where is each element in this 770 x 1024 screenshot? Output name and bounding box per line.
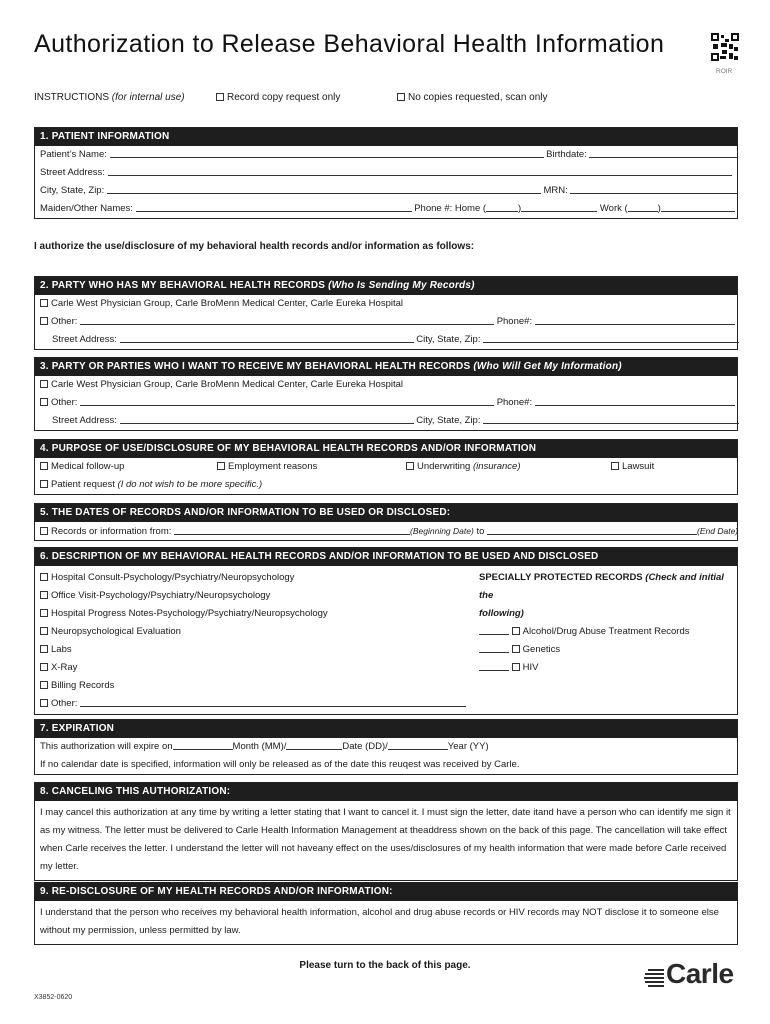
- checkbox[interactable]: [40, 462, 48, 470]
- carle-logo-icon: [644, 966, 666, 988]
- initial-field[interactable]: [479, 660, 509, 671]
- section-dates: [34, 503, 738, 541]
- year-label: Year (YY): [447, 741, 489, 752]
- phone-field[interactable]: [535, 395, 735, 406]
- checkbox[interactable]: [512, 645, 520, 653]
- checkbox[interactable]: [217, 462, 225, 470]
- redisclosure-text: I understand that the person who receives my behavioral health information, alcohol and drug abuse records or HIV records may NOT disclose it to someone else without my permission, unless permitted by law.: [40, 907, 719, 936]
- other-field[interactable]: [80, 314, 494, 325]
- section-heading: 1. PATIENT INFORMATION: [35, 128, 737, 146]
- street-field[interactable]: [120, 413, 414, 424]
- phone-home-field[interactable]: [521, 201, 597, 212]
- medical-followup-option[interactable]: Medical follow-up: [40, 458, 124, 476]
- initial-field[interactable]: [479, 642, 509, 653]
- checkbox[interactable]: [40, 645, 48, 653]
- checkbox[interactable]: [611, 462, 619, 470]
- patient-name-label: Patient’s Name:: [40, 149, 107, 160]
- record-type-item[interactable]: Hospital Progress Notes-Psychology/Psychiatry/Neuropsychology: [40, 605, 480, 623]
- section-heading: 3. PARTY OR PARTIES WHO I WANT TO RECEIVE MY BEHAVIORAL HEALTH RECORDS (Who Will Get My Information): [35, 358, 737, 376]
- checkbox[interactable]: [40, 681, 48, 689]
- checkbox[interactable]: [40, 380, 48, 388]
- to-label: to: [476, 526, 485, 537]
- section-heading: 7. EXPIRATION: [35, 720, 737, 738]
- employment-option[interactable]: Employment reasons: [217, 458, 317, 476]
- expire-label: This authorization will expire on: [40, 741, 173, 752]
- checkbox[interactable]: [40, 609, 48, 617]
- form-number: X3852-0620: [34, 994, 73, 1001]
- street-field[interactable]: [120, 332, 414, 343]
- special-record-item[interactable]: Alcohol/Drug Abuse Treatment Records: [479, 623, 734, 641]
- year-field[interactable]: [388, 739, 448, 750]
- city-label: City, State, Zip:: [416, 334, 481, 345]
- page-title: Authorization to Release Behavioral Health Information: [34, 30, 665, 58]
- checkbox[interactable]: [40, 299, 48, 307]
- section-redisclosure: [34, 882, 738, 945]
- phone-home-label: Phone #: Home (: [414, 203, 487, 214]
- checkbox[interactable]: [512, 663, 520, 671]
- phone-label: Phone#:: [496, 397, 533, 408]
- street-label: Street Address:: [40, 167, 105, 178]
- checkbox[interactable]: [216, 93, 224, 101]
- city-field[interactable]: [107, 183, 541, 194]
- section-expiration: [34, 719, 738, 775]
- date-field[interactable]: [286, 739, 342, 750]
- turn-page-note: Please turn to the back of this page.: [299, 960, 471, 971]
- lawsuit-option[interactable]: Lawsuit: [611, 458, 654, 476]
- checkbox[interactable]: [397, 93, 405, 101]
- patient-request-option[interactable]: Patient request (I do not wish to be more specific.): [35, 476, 737, 494]
- beginning-date-field[interactable]: [174, 524, 410, 535]
- section-description: [34, 547, 738, 715]
- special-record-item[interactable]: Genetics: [479, 641, 734, 659]
- birthdate-label: Birthdate:: [546, 149, 587, 160]
- other-label: Other:: [51, 397, 78, 408]
- checkbox[interactable]: [40, 480, 48, 488]
- phone-label: Phone#:: [496, 316, 533, 327]
- expiration-note: If no calendar date is specified, information will only be released as of the date this reuqest was received by Carle.: [40, 759, 520, 770]
- date-label: Date (DD)/: [342, 741, 388, 752]
- section-heading: 9. RE-DISCLOSURE OF MY HEALTH RECORDS AND/OR INFORMATION:: [35, 883, 737, 901]
- end-date-field[interactable]: [487, 524, 697, 535]
- no-copies-option[interactable]: No copies requested, scan only: [397, 92, 548, 103]
- phone-work-field[interactable]: [661, 201, 735, 212]
- section-sending-party: [34, 276, 738, 350]
- phone-home-area[interactable]: [486, 201, 518, 212]
- patient-name-field[interactable]: [110, 147, 544, 158]
- street-field[interactable]: [108, 165, 732, 176]
- checkbox[interactable]: [40, 663, 48, 671]
- section-canceling: [34, 782, 738, 881]
- phone-work-area[interactable]: [628, 201, 658, 212]
- checkbox[interactable]: [40, 317, 48, 325]
- month-field[interactable]: [173, 739, 233, 750]
- record-type-item[interactable]: X-Ray: [40, 659, 480, 677]
- birthdate-field[interactable]: [589, 147, 737, 158]
- other-label: Other:: [51, 316, 78, 327]
- phone-field[interactable]: [535, 314, 735, 325]
- other-field[interactable]: [80, 696, 466, 707]
- checkbox[interactable]: [40, 699, 48, 707]
- record-type-item[interactable]: Office Visit-Psychology/Psychiatry/Neuropsychology: [40, 587, 480, 605]
- maiden-label: Maiden/Other Names:: [40, 203, 133, 214]
- records-from-label: Records or information from:: [51, 526, 172, 537]
- city-label: City, State, Zip:: [416, 415, 481, 426]
- underwriting-option[interactable]: Underwriting (insurance): [406, 458, 521, 476]
- carle-option[interactable]: Carle West Physician Group, Carle BroMenn Medical Center, Carle Eureka Hospital: [35, 295, 737, 313]
- record-type-item[interactable]: Neuropsychological Evaluation: [40, 623, 480, 641]
- section-heading: 5. THE DATES OF RECORDS AND/OR INFORMATION TO BE USED OR DISCLOSED:: [35, 504, 737, 522]
- section-receiving-party: [34, 357, 738, 431]
- record-type-item[interactable]: Labs: [40, 641, 480, 659]
- canceling-text: I may cancel this authorization at any time by writing a letter stating that I want to cancel it. I must sign the letter, date itand have a person who can identify me sign it as my witness. The letter must be delivered to Carle Health Information Management at theaddress shown on the back of this page. The cancellation will take effect when Carle receives the letter. I understand the letter will not haveany effect on the uses/disclosures of my health information that were made before Carle received my letter.: [40, 807, 731, 872]
- city-label: City, State, Zip:: [40, 185, 105, 196]
- phone-work-label: Work (: [599, 203, 628, 214]
- instructions-label: INSTRUCTIONS (for internal use): [34, 92, 185, 103]
- city-field[interactable]: [483, 413, 739, 424]
- special-record-item[interactable]: HIV: [479, 659, 734, 677]
- checkbox[interactable]: [40, 627, 48, 635]
- section-heading: 4. PURPOSE OF USE/DISCLOSURE OF MY BEHAVIORAL HEALTH RECORDS AND/OR INFORMATION: [35, 440, 737, 458]
- checkbox[interactable]: [406, 462, 414, 470]
- checkbox[interactable]: [40, 573, 48, 581]
- qr-code-icon: [711, 33, 739, 61]
- record-type-list: [40, 569, 480, 713]
- section-patient-info: 1. PATIENT INFORMATION Patient’s Name: Birthdate: Street Address: City, State, Zip: MRN: Maiden/Other Names: Phone #: Home ( ) Work ( ): [34, 127, 738, 219]
- end-date-note: (End Date): [697, 526, 739, 536]
- maiden-field[interactable]: [136, 201, 412, 212]
- carle-option[interactable]: Carle West Physician Group, Carle BroMenn Medical Center, Carle Eureka Hospital: [35, 376, 737, 394]
- record-type-item[interactable]: Hospital Consult-Psychology/Psychiatry/Neuropsychology: [40, 569, 480, 587]
- form-code: ROIR: [716, 68, 733, 75]
- initial-field[interactable]: [479, 624, 509, 635]
- checkbox[interactable]: [40, 527, 48, 535]
- section-heading: 2. PARTY WHO HAS MY BEHAVIORAL HEALTH RECORDS (Who Is Sending My Records): [35, 277, 737, 295]
- beginning-date-note: (Beginning Date): [410, 526, 474, 536]
- section-heading: 6. DESCRIPTION OF MY BEHAVIORAL HEALTH RECORDS AND/OR INFORMATION TO BE USED AND DISCLOSED: [35, 548, 737, 566]
- checkbox[interactable]: [40, 398, 48, 406]
- mrn-label: MRN:: [543, 185, 568, 196]
- special-records: [479, 569, 734, 677]
- checkbox[interactable]: [40, 591, 48, 599]
- record-copy-option[interactable]: Record copy request only: [216, 92, 340, 103]
- record-type-item[interactable]: Billing Records: [40, 677, 480, 695]
- city-field[interactable]: [483, 332, 739, 343]
- special-records-heading: SPECIALLY PROTECTED RECORDS (Check and initial the following): [479, 572, 724, 619]
- other-field[interactable]: [80, 395, 494, 406]
- street-label: Street Address:: [52, 334, 117, 345]
- record-type-item[interactable]: Other:: [40, 695, 480, 713]
- section-purpose: [34, 439, 738, 495]
- mrn-field[interactable]: [570, 183, 738, 194]
- checkbox[interactable]: [512, 627, 520, 635]
- section-heading: 8. CANCELING THIS AUTHORIZATION:: [35, 783, 737, 801]
- month-label: Month (MM)/: [232, 741, 287, 752]
- street-label: Street Address:: [52, 415, 117, 426]
- carle-logo-text: Carle: [666, 958, 734, 989]
- authorize-statement: I authorize the use/disclosure of my behavioral health records and/or information as follows:: [34, 241, 475, 252]
